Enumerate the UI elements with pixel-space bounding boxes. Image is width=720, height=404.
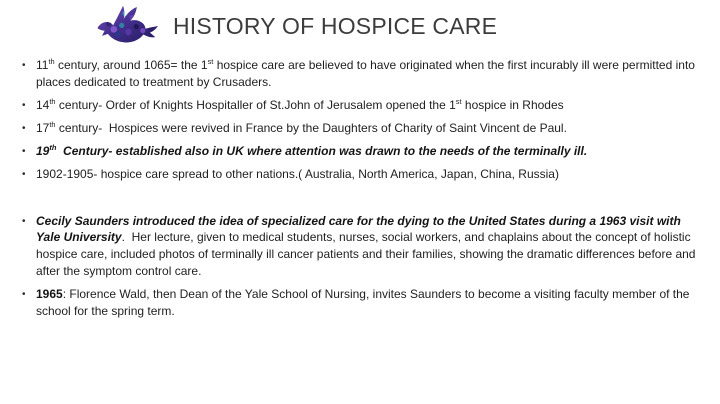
text-segment: 11 <box>36 58 49 72</box>
text-segment: 1965 <box>36 286 63 301</box>
bullet-14th-century <box>22 97 696 114</box>
text-segment: hospice care are believed to have originated when the first incurably ill were permitted into places dedicated to treatment by Crusaders. <box>36 58 699 89</box>
text-segment: century- Order of Knights Hospitaller of St.John of Jerusalem opened the 1 <box>55 97 456 112</box>
ordinal-superscript: st <box>455 96 462 106</box>
text-segment: century, around 1065= the 1 <box>54 58 208 72</box>
bullet-marker: • <box>22 145 26 157</box>
bullet-text <box>36 166 559 183</box>
text-segment: 19 <box>36 143 50 158</box>
slide-title: HISTORY OF HOSPICE CARE <box>173 12 498 39</box>
bullet-marker: • <box>22 99 26 111</box>
slide-header <box>93 0 720 49</box>
bullet-19th-century <box>22 143 696 160</box>
text-segment: hospice in Rhodes <box>461 97 564 112</box>
bullet-text <box>36 286 696 320</box>
ordinal-superscript: st <box>207 57 214 66</box>
ordinal-superscript: th <box>48 57 55 66</box>
bullet-text <box>36 57 699 91</box>
bullet-11th-century <box>22 57 699 91</box>
text-segment: century- Hospices were revived in France by the Daughters of Charity of Saint Vincent de Paul. <box>55 120 567 135</box>
text-segment: 17 <box>36 120 50 135</box>
text-segment: 1902-1905- hospice care spread to other nations.( Australia, North America, Japan, China, Russia) <box>36 166 559 181</box>
bullet-1965-florence-wald <box>22 286 696 320</box>
bullet-marker: • <box>22 122 26 134</box>
ordinal-superscript: th <box>49 142 57 152</box>
bullet-17th-century <box>22 120 696 137</box>
bullet-marker: • <box>22 288 26 300</box>
bullet-text <box>36 97 564 114</box>
bullet-text <box>36 120 567 137</box>
bullet-text <box>36 143 587 160</box>
text-segment: Century- established also in UK where attention was drawn to the needs of the terminally ill. <box>56 143 588 158</box>
bullet-group-early-history <box>0 57 720 183</box>
ordinal-superscript: th <box>49 96 56 106</box>
text-segment: : Florence Wald, then Dean of the Yale School of Nursing, invites Saunders to become a visiting faculty member of the school for the spring term. <box>36 286 693 318</box>
text-segment: Cecily Saunders introduced the idea of specialized care for the dying to the United States during a 1963 visit with Yale University <box>36 213 684 245</box>
bullet-marker: • <box>22 60 26 71</box>
bullet-marker: • <box>22 215 26 227</box>
dove-mosaic-icon <box>93 3 161 49</box>
bullet-1902-1905 <box>22 166 696 183</box>
ordinal-superscript: th <box>49 119 56 129</box>
bullet-group-modern-history <box>0 213 720 320</box>
bullet-marker: • <box>22 168 26 180</box>
bullet-cecily-saunders <box>22 213 699 280</box>
text-segment: . Her lecture, given to medical students, nurses, social workers, and chaplains about the concept of holistic hospice care, included photos of terminally ill cancer patients and their families, showing the dramatic differences before and after the symptom control care. <box>36 230 699 278</box>
text-segment: 14 <box>36 97 50 112</box>
bullet-text <box>36 213 699 280</box>
